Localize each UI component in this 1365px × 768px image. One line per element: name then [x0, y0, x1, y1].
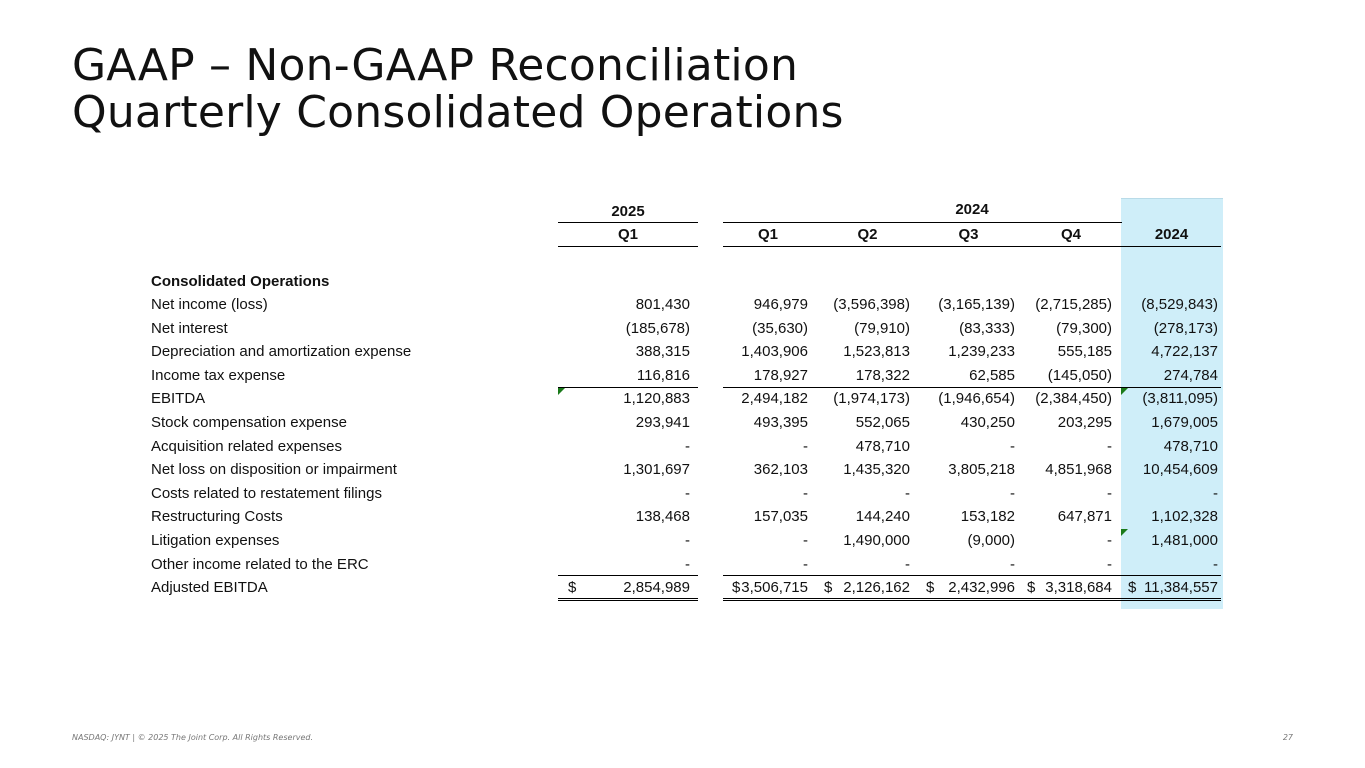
col-header: Q4: [1060, 226, 1081, 243]
table-cell: 1,490,000: [843, 532, 910, 549]
row-label: Acquisition related expenses: [151, 437, 342, 455]
footer-copyright: NASDAQ: JYNT | © 2025 The Joint Corp. All Rights Reserved.: [72, 733, 314, 742]
table-cell: 478,710: [1163, 437, 1218, 455]
table-cell: 1,679,005: [1151, 414, 1218, 431]
table-cell: -: [1213, 555, 1218, 573]
row-label: Other income related to the ERC: [151, 555, 369, 573]
col-header: Q1: [617, 226, 638, 243]
total-rule: [558, 575, 698, 576]
total-cell: 3,318,684: [1045, 579, 1112, 597]
table-cell: 946,979: [753, 296, 808, 313]
table-cell: -: [1107, 484, 1112, 502]
table-cell: 144,240: [855, 508, 910, 526]
currency-symbol: $: [732, 579, 741, 597]
total-cell: 2,854,989: [623, 579, 690, 597]
table-cell: -: [905, 555, 910, 573]
col-header-rule: [723, 246, 1221, 247]
table-cell: -: [803, 437, 808, 455]
table-cell: 4,722,137: [1151, 343, 1218, 361]
table-cell: 388,315: [635, 343, 690, 361]
table-cell: 552,065: [855, 414, 910, 431]
row-label: Depreciation and amortization expense: [151, 343, 412, 361]
table-cell: 555,185: [1057, 343, 1112, 361]
table-cell: (79,910): [854, 319, 910, 337]
table-cell: 1,301,697: [623, 461, 690, 479]
table-cell: -: [1107, 555, 1112, 573]
header-rule-2025: [558, 222, 698, 223]
row-label: EBITDA: [151, 390, 206, 408]
table-cell: (8,529,843): [1141, 296, 1218, 313]
table-cell: (145,050): [1047, 366, 1112, 384]
table-cell: (1,946,654): [938, 390, 1015, 408]
table-cell: -: [1010, 484, 1015, 502]
table-cell: 362,103: [753, 461, 808, 479]
table-cell: 493,395: [753, 414, 808, 431]
table-cell: -: [1213, 484, 1218, 502]
row-label: Net loss on disposition or impairment: [151, 461, 397, 479]
table-cell: 274,784: [1163, 366, 1218, 384]
table-cell: (278,173): [1153, 319, 1218, 337]
table-cell: 1,435,320: [843, 461, 910, 479]
table-cell: 203,295: [1057, 414, 1112, 431]
header-rule-2024: [723, 222, 1122, 223]
currency-symbol: $: [824, 579, 833, 597]
row-label: Restructuring Costs: [151, 508, 283, 526]
title-line-2: Quarterly Consolidated Operations: [72, 87, 844, 138]
col-header: Q1: [757, 226, 778, 243]
table-cell: 801,430: [635, 296, 690, 313]
table-cell: 10,454,609: [1142, 461, 1218, 479]
table-cell: -: [685, 532, 690, 549]
table-cell: (2,715,285): [1035, 296, 1112, 313]
title-line-1: GAAP – Non-GAAP Reconciliation: [72, 40, 799, 91]
table-cell: 138,468: [635, 508, 690, 526]
table-cell: 157,035: [753, 508, 808, 526]
table-cell: -: [803, 532, 808, 549]
subtotal-rule: [723, 387, 1221, 388]
total-rule: [723, 575, 1221, 576]
table-cell: (185,678): [625, 319, 690, 337]
currency-symbol: $: [1128, 579, 1137, 597]
table-cell: 1,102,328: [1151, 508, 1218, 526]
table-cell: 116,816: [636, 366, 690, 384]
comment-marker-icon: [1121, 388, 1128, 395]
table-cell: 3,805,218: [948, 461, 1015, 479]
row-label: Net interest: [151, 319, 228, 337]
row-label: Litigation expenses: [151, 532, 280, 549]
table-cell: -: [685, 555, 690, 573]
col-header: Q3: [958, 226, 979, 243]
table-cell: -: [803, 555, 808, 573]
table-cell: 1,239,233: [948, 343, 1015, 361]
table-cell: -: [685, 437, 690, 455]
row-label: Net income (loss): [151, 296, 268, 313]
table-cell: (35,630): [752, 319, 808, 337]
total-cell: 11,384,557: [1144, 579, 1218, 597]
row-label: Income tax expense: [151, 366, 286, 384]
reconciliation-table: [140, 198, 1230, 618]
table-cell: 178,927: [753, 366, 808, 384]
row-label: Costs related to restatement filings: [151, 484, 382, 502]
total-cell: 2,432,996: [948, 579, 1015, 597]
table-cell: (1,974,173): [833, 390, 910, 408]
table-cell: (3,596,398): [833, 296, 910, 313]
table-cell: (3,165,139): [938, 296, 1015, 313]
section-heading: Consolidated Operations: [151, 273, 330, 290]
table-cell: 1,523,813: [843, 343, 910, 361]
table-cell: -: [905, 484, 910, 502]
table-cell: 647,871: [1057, 508, 1112, 526]
table-cell: 430,250: [960, 414, 1015, 431]
table-cell: 153,182: [960, 508, 1015, 526]
currency-symbol: $: [1027, 579, 1036, 597]
comment-marker-icon: [558, 388, 565, 395]
col-header-rule: [558, 246, 698, 247]
subtotal-rule: [558, 387, 698, 388]
table-cell: 1,481,000: [1151, 532, 1218, 549]
table-cell: (2,384,450): [1035, 390, 1112, 408]
table-cell: 478,710: [855, 437, 910, 455]
comment-marker-icon: [1121, 529, 1128, 536]
table-cell: 4,851,968: [1045, 461, 1112, 479]
table-cell: -: [1107, 532, 1112, 549]
page-title: [72, 42, 844, 136]
total-double-rule: [723, 598, 1221, 601]
header-year-2025: 2025: [611, 203, 645, 220]
currency-symbol: $: [568, 579, 577, 597]
table-cell: 293,941: [635, 414, 690, 431]
table-cell: (9,000): [967, 532, 1015, 549]
total-double-rule: [558, 598, 698, 601]
col-header: 2024: [1154, 226, 1189, 243]
table-cell: (79,300): [1056, 319, 1112, 337]
table-cell: 1,403,906: [741, 343, 808, 361]
total-cell: 2,126,162: [843, 579, 910, 597]
row-label: Stock compensation expense: [151, 414, 347, 431]
total-label: Adjusted EBITDA: [151, 579, 268, 597]
table-cell: 1,120,883: [623, 390, 690, 408]
header-year-2024: 2024: [955, 201, 989, 218]
table-cell: (3,811,095): [1142, 390, 1218, 408]
table-cell: 62,585: [969, 366, 1015, 384]
table-cell: 2,494,182: [741, 390, 808, 408]
currency-symbol: $: [926, 579, 935, 597]
col-header: Q2: [857, 226, 878, 243]
table-cell: (83,333): [959, 319, 1015, 337]
total-cell: 3,506,715: [741, 579, 808, 597]
table-cell: -: [1107, 437, 1112, 455]
table-cell: -: [803, 484, 808, 502]
page-number: 27: [1282, 733, 1293, 742]
table-cell: -: [685, 484, 690, 502]
table-cell: -: [1010, 555, 1015, 573]
table-cell: -: [1010, 437, 1015, 455]
table-cell: 178,322: [855, 366, 910, 384]
